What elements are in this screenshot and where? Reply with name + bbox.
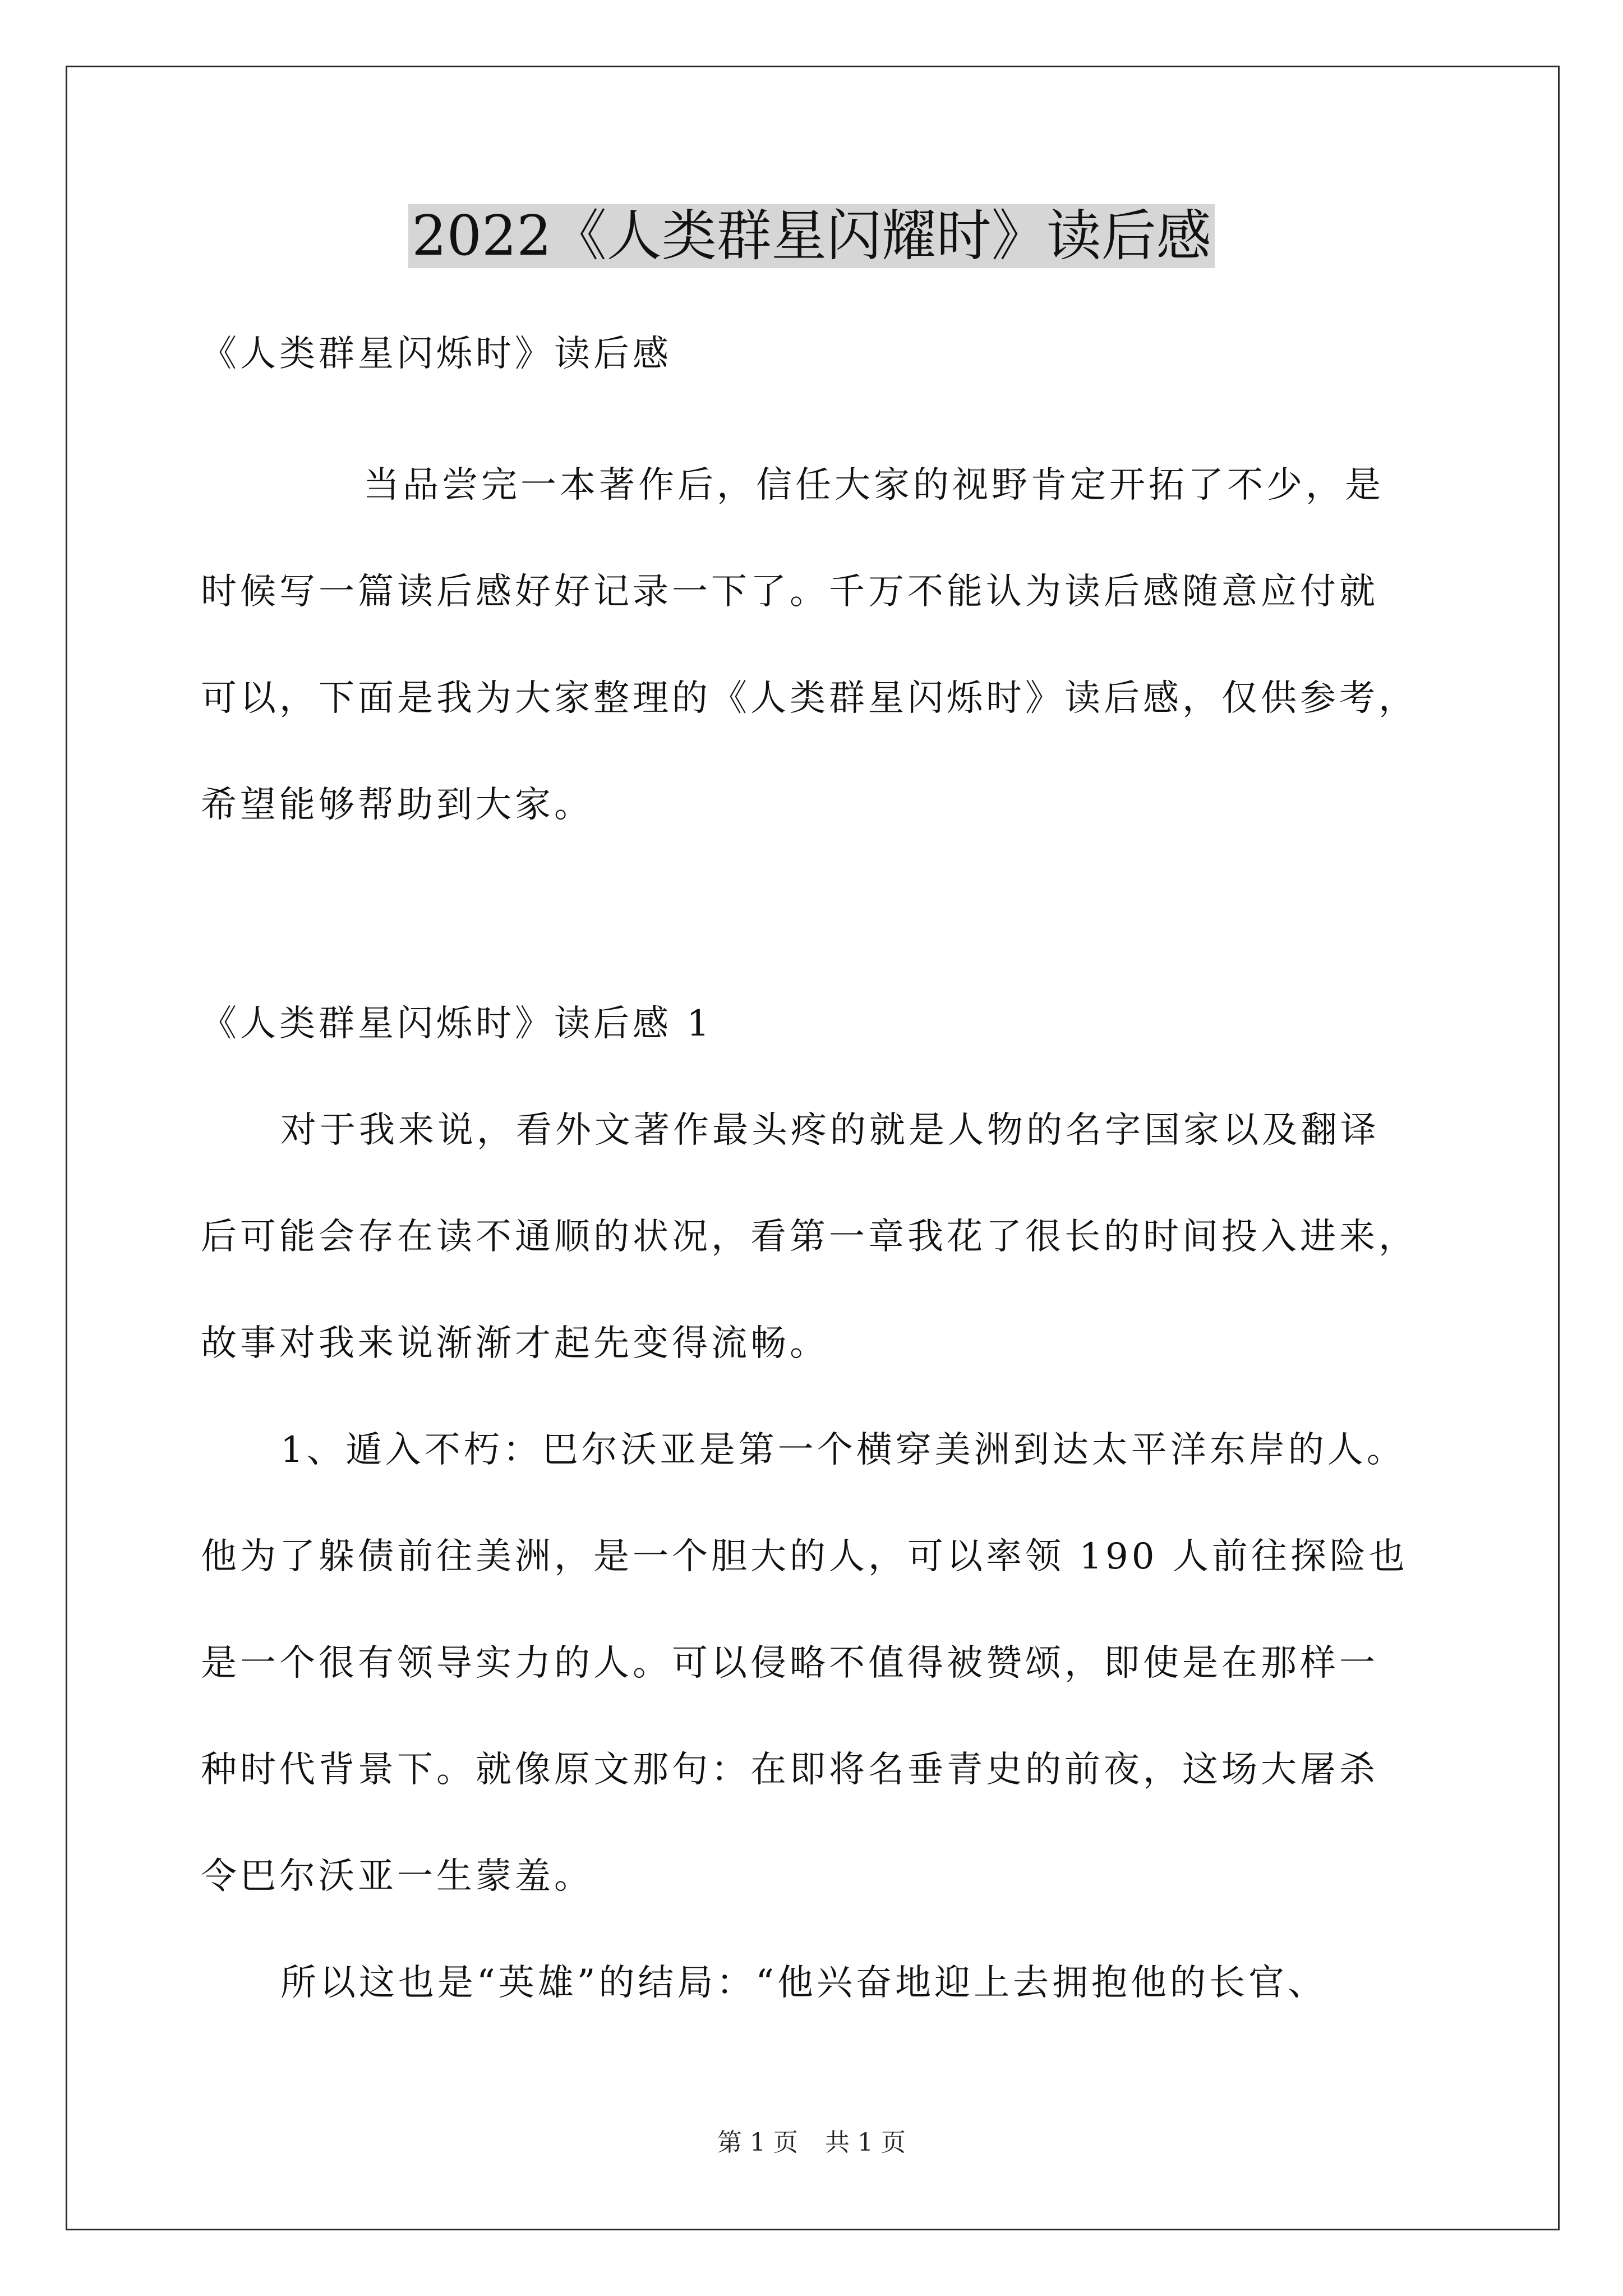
intro-line-1: 当品尝完一本著作后，信任大家的视野肯定开拓了不少，是 xyxy=(363,464,1384,506)
document-title-text: 2022《人类群星闪耀时》读后感 xyxy=(408,204,1214,268)
paragraph2-line-3: 是一个很有领导实力的人。可以侵略不值得被赞颂，即使是在那样一 xyxy=(201,1642,1378,1684)
paragraph3-line-1: 所以这也是“英雄”的结局：“他兴奋地迎上去拥抱他的长官、 xyxy=(280,1962,1327,2004)
document-heading: 《人类群星闪烁时》读后感 xyxy=(201,333,672,375)
page-total: 共 1 页 xyxy=(825,2128,906,2157)
page-number: 第 1 页 xyxy=(717,2128,798,2157)
intro-line-2: 时候写一篇读后感好好记录一下了。千万不能认为读后感随意应付就 xyxy=(201,571,1378,613)
document-title xyxy=(0,194,1623,278)
paragraph2-line-1: 1、遁入不朽：巴尔沃亚是第一个横穿美洲到达太平洋东岸的人。 xyxy=(280,1429,1406,1471)
section-heading: 《人类群星闪烁时》读后感 1 xyxy=(201,1003,713,1045)
paragraph1-line-2: 后可能会存在读不通顺的状况，看第一章我花了很长的时间投入进来， xyxy=(201,1216,1418,1258)
paragraph1-line-1: 对于我来说，看外文著作最头疼的就是人物的名字国家以及翻译 xyxy=(280,1110,1380,1151)
paragraph1-line-3: 故事对我来说渐渐才起先变得流畅。 xyxy=(201,1323,829,1364)
page-footer xyxy=(0,2126,1623,2160)
intro-line-4: 希望能够帮助到大家。 xyxy=(201,784,593,826)
intro-line-3: 可以，下面是我为大家整理的《人类群星闪烁时》读后感，仅供参考， xyxy=(201,678,1418,719)
paragraph2-line-4: 种时代背景下。就像原文那句：在即将名垂青史的前夜，这场大屠杀 xyxy=(201,1749,1378,1791)
paragraph2-line-5: 令巴尔沃亚一生蒙羞。 xyxy=(201,1856,593,1897)
paragraph2-line-2: 他为了躲债前往美洲，是一个胆大的人，可以率领 190 人前往探险也 xyxy=(201,1536,1408,1577)
